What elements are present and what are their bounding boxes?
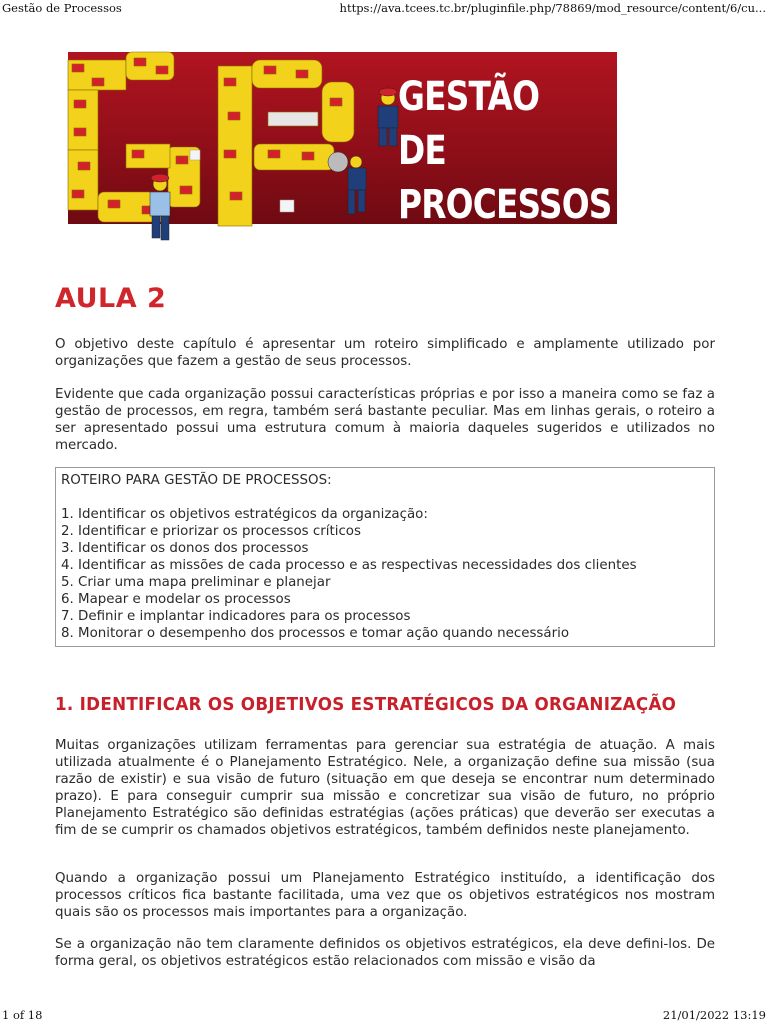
section-paragraph: Quando a organização possui um Planejamento Estratégico instituído, a identificação dos processos críticos fica bastante facilitada, uma vez que os objetivos estratégicos nos mostram quais são os processos mais importantes para a organização. — [55, 871, 715, 920]
intro-paragraph: Evidente que cada organização possui características próprias e por isso a maneira como se faz a gestão de processos, em regra, também será bastante peculiar. Mas em linhas gerais, o roteiro a ser apresentado possui uma estrutura comum à maioria daqueles sugeridos e utilizados no mercado. — [55, 387, 715, 453]
roteiro-box — [55, 467, 715, 647]
list-item: 7. Definir e implantar indicadores para os processos — [61, 609, 411, 624]
roteiro-list — [61, 506, 709, 642]
roteiro-title: ROTEIRO PARA GESTÃO DE PROCESSOS: — [61, 473, 332, 488]
lego-gp-illustration — [68, 52, 398, 257]
print-header-title: Gestão de Processos — [2, 1, 122, 15]
list-item: 6. Mapear e modelar os processos — [61, 592, 291, 607]
list-item: 5. Criar uma mapa preliminar e planejar — [61, 575, 331, 590]
intro-paragraph: O objetivo deste capítulo é apresentar um roteiro simplificado e amplamente utilizado por organizações que fazem a gestão de seus processos. — [55, 337, 715, 369]
course-banner — [68, 52, 617, 228]
print-footer — [0, 1006, 768, 1024]
list-item: 3. Identificar os donos dos processos — [61, 541, 309, 556]
section-paragraph: Se a organização não tem claramente definidos os objetivos estratégicos, ela deve defini-los. De forma geral, os objetivos estratégicos estão relacionados com missão e visão da — [55, 937, 715, 969]
lesson-heading: AULA 2 — [55, 283, 167, 314]
worker-figure-left — [150, 174, 170, 240]
worker-figure-right — [328, 152, 366, 214]
print-header-url: https://ava.tcees.tc.br/pluginfile.php/78869/mod_resource/content/6/cu... — [339, 1, 766, 15]
print-datetime: 21/01/2022 13:19 — [662, 1008, 766, 1022]
banner-title-line1: GESTÃO DE — [398, 74, 540, 174]
list-item: 1. Identificar os objetivos estratégicos da organização: — [61, 507, 428, 522]
section-paragraph: Muitas organizações utilizam ferramentas para gerenciar sua estratégia de atuação. A mais utilizada atualmente é o Planejamento Estratégico. Nele, a organização define sua missão (sua razão de existir) e sua visão de futuro (situação em que deseja se encontrar num determinado prazo). E para conseguir cumprir sua missão e concretizar sua visão de futuro, no próprio Planejamento Estratégico são definidas estratégias (ações práticas) que deverão ser executas a fim de se cumprir os chamados objetivos estratégicos, também definidos neste planejamento. — [55, 738, 715, 838]
banner-title-line2: PROCESSOS — [398, 182, 612, 228]
worker-figure-top — [378, 88, 398, 146]
section-heading: 1. IDENTIFICAR OS OBJETIVOS ESTRATÉGICOS DA ORGANIZAÇÃO — [55, 694, 677, 715]
list-item: 2. Identificar e priorizar os processos críticos — [61, 524, 361, 539]
list-item: 8. Monitorar o desempenho dos processos e tomar ação quando necessário — [61, 626, 570, 641]
list-item: 4. Identificar as missões de cada processo e as respectivas necessidades dos clientes — [61, 558, 637, 573]
banner-title — [398, 70, 612, 232]
page-counter: 1 of 18 — [2, 1008, 43, 1022]
print-header — [0, 0, 768, 18]
